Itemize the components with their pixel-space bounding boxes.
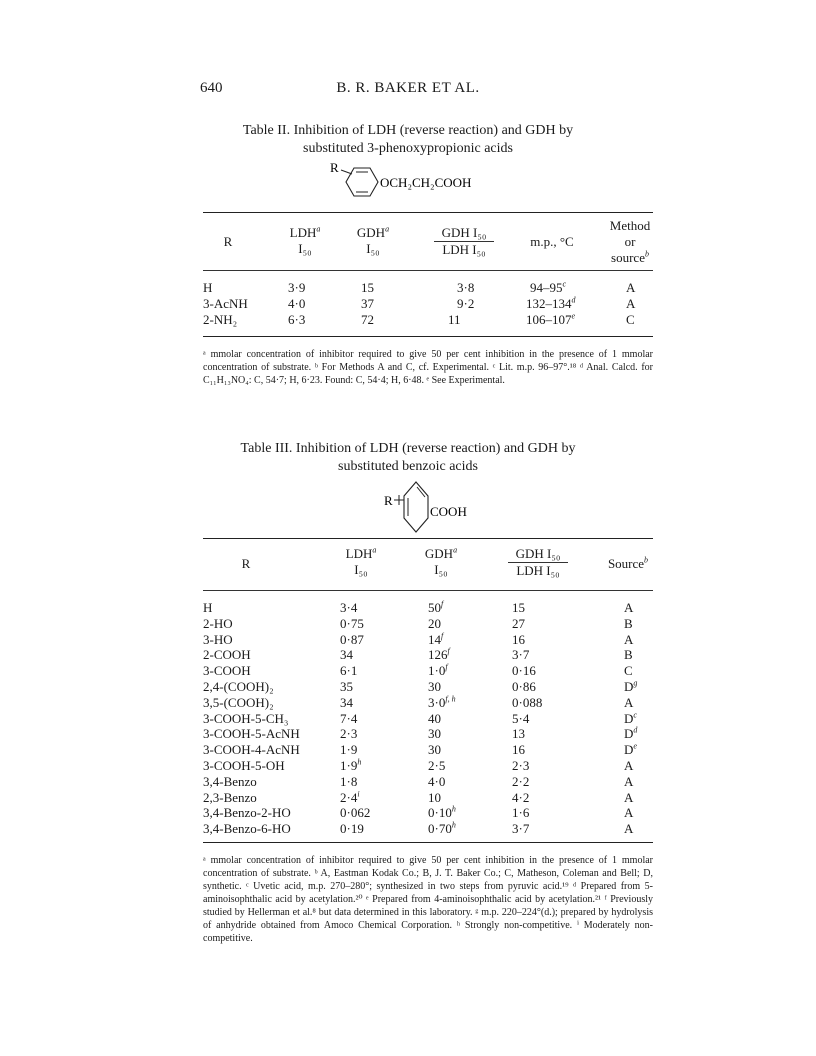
cell-mp: 132–134$^d$: [526, 295, 576, 311]
cell-r: 3-COOH-4-AcNH: [203, 742, 300, 758]
cell-gdh: 37: [361, 296, 374, 311]
table3-bottom-rule: [203, 842, 653, 843]
cell-source: De: [624, 741, 637, 758]
cell-ratio: 11: [448, 312, 461, 327]
cell-source: $D^d$: [624, 726, 638, 742]
cell-ldh: 0·062: [340, 805, 371, 821]
cell-method: C: [626, 312, 635, 327]
cell-ldh: 34: [340, 694, 353, 710]
cell-gdh: 72: [361, 312, 374, 327]
cell-source: A: [624, 805, 634, 821]
cell-r: 3,4-Benzo-6-HO: [203, 821, 291, 837]
table2-header-rule: [203, 270, 653, 271]
cell-source: A: [624, 600, 634, 615]
table2-header-method: Method or source$^b$: [609, 218, 651, 265]
table2-bottom-rule: [203, 336, 653, 337]
table3-header-rule: [203, 590, 653, 591]
cell-ratio: 2·3: [512, 758, 530, 773]
table2-footnote: ᵃ mmolar concentration of inhibitor required to give 50 per cent inhibition in the presence of 1 mmolar concentration of substrate. ᵇ For Methods A and C, cf. Experimental. ᶜ Lit. m.p. 96–97°.¹⁸ ᵈ Anal. Calcd. for C₁₁H₁₃NO₄: C, 54·7; H, 6·23. Found: C, 54·4; H, 6·48. ᵉ See Experimental.: [203, 349, 653, 386]
cell-gdh: $0\cdot 70^h$: [428, 820, 456, 837]
cell-ratio: 3·7: [512, 821, 530, 837]
table3-top-rule: [203, 538, 653, 539]
cell-r: 3,4-Benzo-2-HO: [203, 805, 291, 821]
cell-r: 2,4-(COOH)₂: [203, 679, 274, 694]
cell-source: B: [624, 615, 633, 631]
cell-ldh: 35: [340, 679, 353, 694]
table2-caption-line1: Table II. Inhibition of LDH (reverse reaction) and GDH by: [242, 123, 574, 138]
table2-header-ldh: LDH$^a$ I₅₀: [289, 224, 321, 256]
cell-source: A: [624, 694, 634, 710]
table3-structure-r: R: [384, 493, 393, 508]
cell-ldh: 0·75: [340, 615, 364, 631]
table2-caption-line2: substituted 3-phenoxypropionic acids: [303, 141, 513, 156]
cell-method: A: [626, 296, 636, 311]
cell-ratio: 0·16: [512, 663, 536, 679]
cell-source: A: [624, 773, 634, 789]
cell-gdh: 126$^f$: [428, 647, 450, 663]
cell-ratio: 15: [512, 600, 525, 615]
table3-header-source: Source$^b$: [607, 555, 649, 571]
cell-source: C: [624, 663, 633, 679]
cell-ratio: 27: [512, 615, 525, 631]
cell-gdh: 40: [428, 710, 441, 726]
table3-header-r: R: [241, 556, 251, 571]
cell-ratio: 9·2: [457, 296, 475, 311]
table2-structure-r: R: [330, 160, 339, 175]
cell-ratio: 4·2: [512, 789, 530, 805]
cell-source: B: [624, 647, 633, 663]
cell-ldh: 0·19: [340, 821, 364, 837]
table2-structure-diagram: [330, 160, 500, 208]
cell-r: 3,5-(COOH)₂: [203, 694, 274, 710]
table3-header-gdh: GDH$^a$ I₅₀: [424, 545, 458, 577]
r-bond: [341, 170, 352, 174]
table3-caption: [0, 440, 816, 476]
table2-header-r: R: [223, 234, 233, 249]
cell-source: A: [624, 789, 634, 805]
cell-ldh: 1·8: [340, 773, 358, 789]
cell-ldh: 34: [340, 647, 353, 663]
running-head: B. R. BAKER ET AL.: [336, 80, 480, 96]
cell-gdh: 2·5: [428, 758, 446, 773]
table2-header-gdh: GDH$^a$ I₅₀: [356, 224, 390, 256]
cell-r: H: [203, 280, 213, 295]
cell-ratio: 1·6: [512, 805, 530, 821]
cell-r: 2-COOH: [203, 647, 251, 663]
cell-ratio: 3·8: [457, 280, 475, 295]
cell-ldh: 3·9: [288, 280, 306, 295]
table3-header-ratio: GDH I₅₀ LDH I₅₀: [506, 546, 570, 579]
cell-gdh: 30: [428, 679, 441, 694]
cell-ldh: 6·3: [288, 312, 306, 327]
cell-ratio: 3·7: [512, 647, 530, 663]
cell-ldh: 6·1: [340, 663, 358, 679]
cell-gdh: $1\cdot 0^f$: [428, 662, 448, 679]
cell-ratio: 0·088: [512, 694, 543, 710]
cell-r: 3-AcNH: [203, 296, 248, 311]
cell-gdh: 10: [428, 789, 441, 805]
cell-method: A: [626, 280, 636, 295]
cell-gdh: 50$^f$: [428, 599, 444, 615]
cell-ldh: 7·4: [340, 710, 358, 726]
cell-mp: 94–95$^c$: [530, 279, 567, 295]
cell-r: 2,3-Benzo: [203, 789, 257, 805]
table3-header-ldh: LDH$^a$ I₅₀: [345, 545, 377, 577]
cell-gdh: 20: [428, 615, 441, 631]
cell-r: 2-HO: [203, 615, 233, 631]
cell-ldh: 1·9: [340, 742, 358, 758]
cell-r: 3,4-Benzo: [203, 773, 257, 789]
table2-caption: [0, 122, 816, 158]
page-number: 640: [200, 80, 223, 96]
cell-ratio: 16: [512, 742, 525, 758]
cell-ratio: 5·4: [512, 710, 530, 726]
table3-caption-line2: substituted benzoic acids: [338, 459, 478, 474]
cell-gdh: 30: [428, 726, 441, 742]
table3-footnote: ᵃ mmolar concentration of inhibitor required to give 50 per cent inhibition in the presence of 1 mmolar concentration of substrate. ᵇ A, Eastman Kodak Co.; B, J. T. Baker Co.; C, Matheson, Coleman and Bell; D, synthetic. ᶜ Uvetic acid, m.p. 270–280°; synthesized in two steps from pyruvic acid.¹⁹ ᵈ Prepared from 5-aminoisophthalic acid by acetylation.²⁰ ᵉ Prepared from 4-aminoisophthalic acid by acetylation.²¹ ᶠ Previously studied by Hellerman et al.⁸ but data determined in this laboratory. ᵍ m.p. 220–224°(d.); prepared by hydrolysis of anhydride obtained from Amoco Chemical Corporation. ʰ Strongly non-competitive. ⁱ Moderately non-competitive.: [203, 855, 653, 944]
table2-structure-chain: OCH₂CH₂COOH: [380, 175, 472, 190]
cell-gdh: $0\cdot 10^h$: [428, 805, 456, 821]
cell-ratio: 16: [512, 631, 525, 647]
cell-gdh: 15: [361, 280, 374, 295]
cell-ldh: 4·0: [288, 296, 306, 311]
cell-r: 2-NH₂: [203, 312, 238, 327]
cell-ldh: 2·3: [340, 726, 358, 742]
cell-r: 3-COOH: [203, 663, 251, 679]
table3-caption-line1: Table III. Inhibition of LDH (reverse reaction) and GDH by: [240, 441, 576, 456]
cell-source: A: [624, 758, 634, 773]
table3-structure-diagram: [380, 478, 490, 540]
table2-top-rule: [203, 212, 653, 213]
cell-ratio: 0·86: [512, 679, 536, 694]
table2-header-mp: m.p., °C: [530, 234, 574, 249]
cell-r: 3-HO: [203, 631, 233, 647]
cell-r: 3-COOH-5-AcNH: [203, 726, 300, 742]
table2-header-ratio: GDH I₅₀ LDH I₅₀: [432, 225, 496, 258]
cell-ldh: 0·87: [340, 631, 364, 647]
cell-gdh: 30: [428, 742, 441, 758]
table3-structure-group: COOH: [430, 504, 467, 519]
cell-ldh: 3·4: [340, 600, 358, 615]
cell-ratio: 2·2: [512, 773, 530, 789]
cell-gdh: 14$^f$: [428, 631, 444, 647]
cell-r: H: [203, 600, 213, 615]
cell-source: $D^g$: [624, 678, 638, 694]
cell-mp: 106–107e: [526, 311, 576, 327]
cell-gdh: 4·0: [428, 773, 446, 789]
cell-ratio: 13: [512, 726, 525, 742]
cell-gdh: $3\cdot 0^{f, h}$: [428, 694, 456, 710]
cell-source: $D^c$: [624, 710, 637, 726]
cell-r: 3-COOH-5-CH₃: [203, 710, 289, 726]
cell-r: 3-COOH-5-OH: [203, 758, 285, 773]
cell-ldh: $1\cdot 9^h$: [340, 757, 362, 773]
cell-ldh: $2\cdot 4^i$: [340, 789, 360, 805]
cell-source: A: [624, 821, 634, 837]
cell-source: A: [624, 631, 634, 647]
